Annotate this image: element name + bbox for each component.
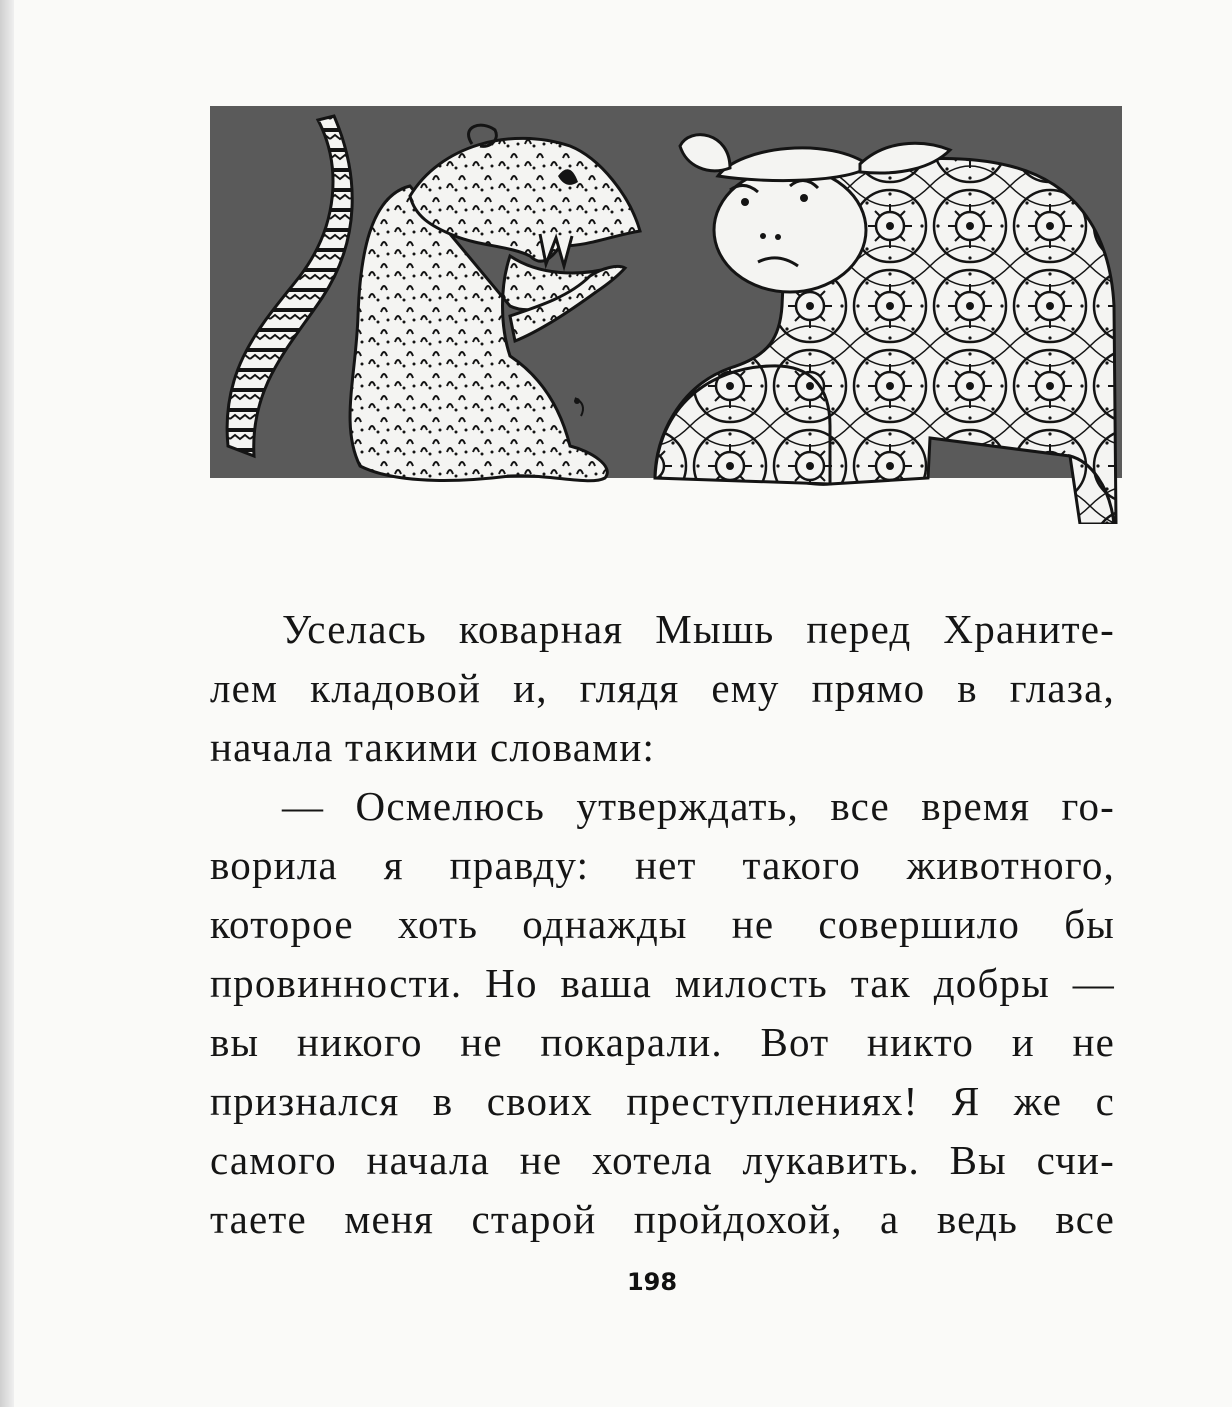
text-line: провинности. Но ваша милость так добры — — [210, 960, 1115, 1006]
text-line: Уселась коварная Мышь перед Храните- — [282, 606, 1115, 652]
text-line: признался в своих преступлениях! Я же с — [210, 1078, 1115, 1124]
storekeeper-eye-left — [741, 198, 749, 206]
text-line: самого начала не хотела лукавить. Вы счи- — [210, 1137, 1115, 1183]
page-number: 198 — [626, 1268, 678, 1296]
text-line: начала такими словами: — [210, 724, 656, 770]
text-line: лем кладовой и, глядя ему прямо в глаза, — [210, 665, 1115, 711]
text-line: ворила я правду: нет такого животного, — [210, 842, 1115, 888]
storekeeper-eye-right — [800, 194, 808, 202]
page-edge — [0, 0, 14, 1407]
paragraph-2 — [210, 777, 1115, 1249]
text-line: — Осмелюсь утверждать, все время го- — [282, 783, 1115, 829]
text-line: которое хоть однажды не совершило бы — [210, 901, 1115, 947]
paragraph-1 — [210, 600, 1115, 777]
text-line: таете меня старой пройдохой, а ведь все — [210, 1196, 1115, 1242]
mouse-and-storekeeper-illustration — [210, 106, 1122, 524]
text-line: вы никого не покарали. Вот никто и не — [210, 1019, 1115, 1065]
story-text — [210, 600, 1115, 1249]
